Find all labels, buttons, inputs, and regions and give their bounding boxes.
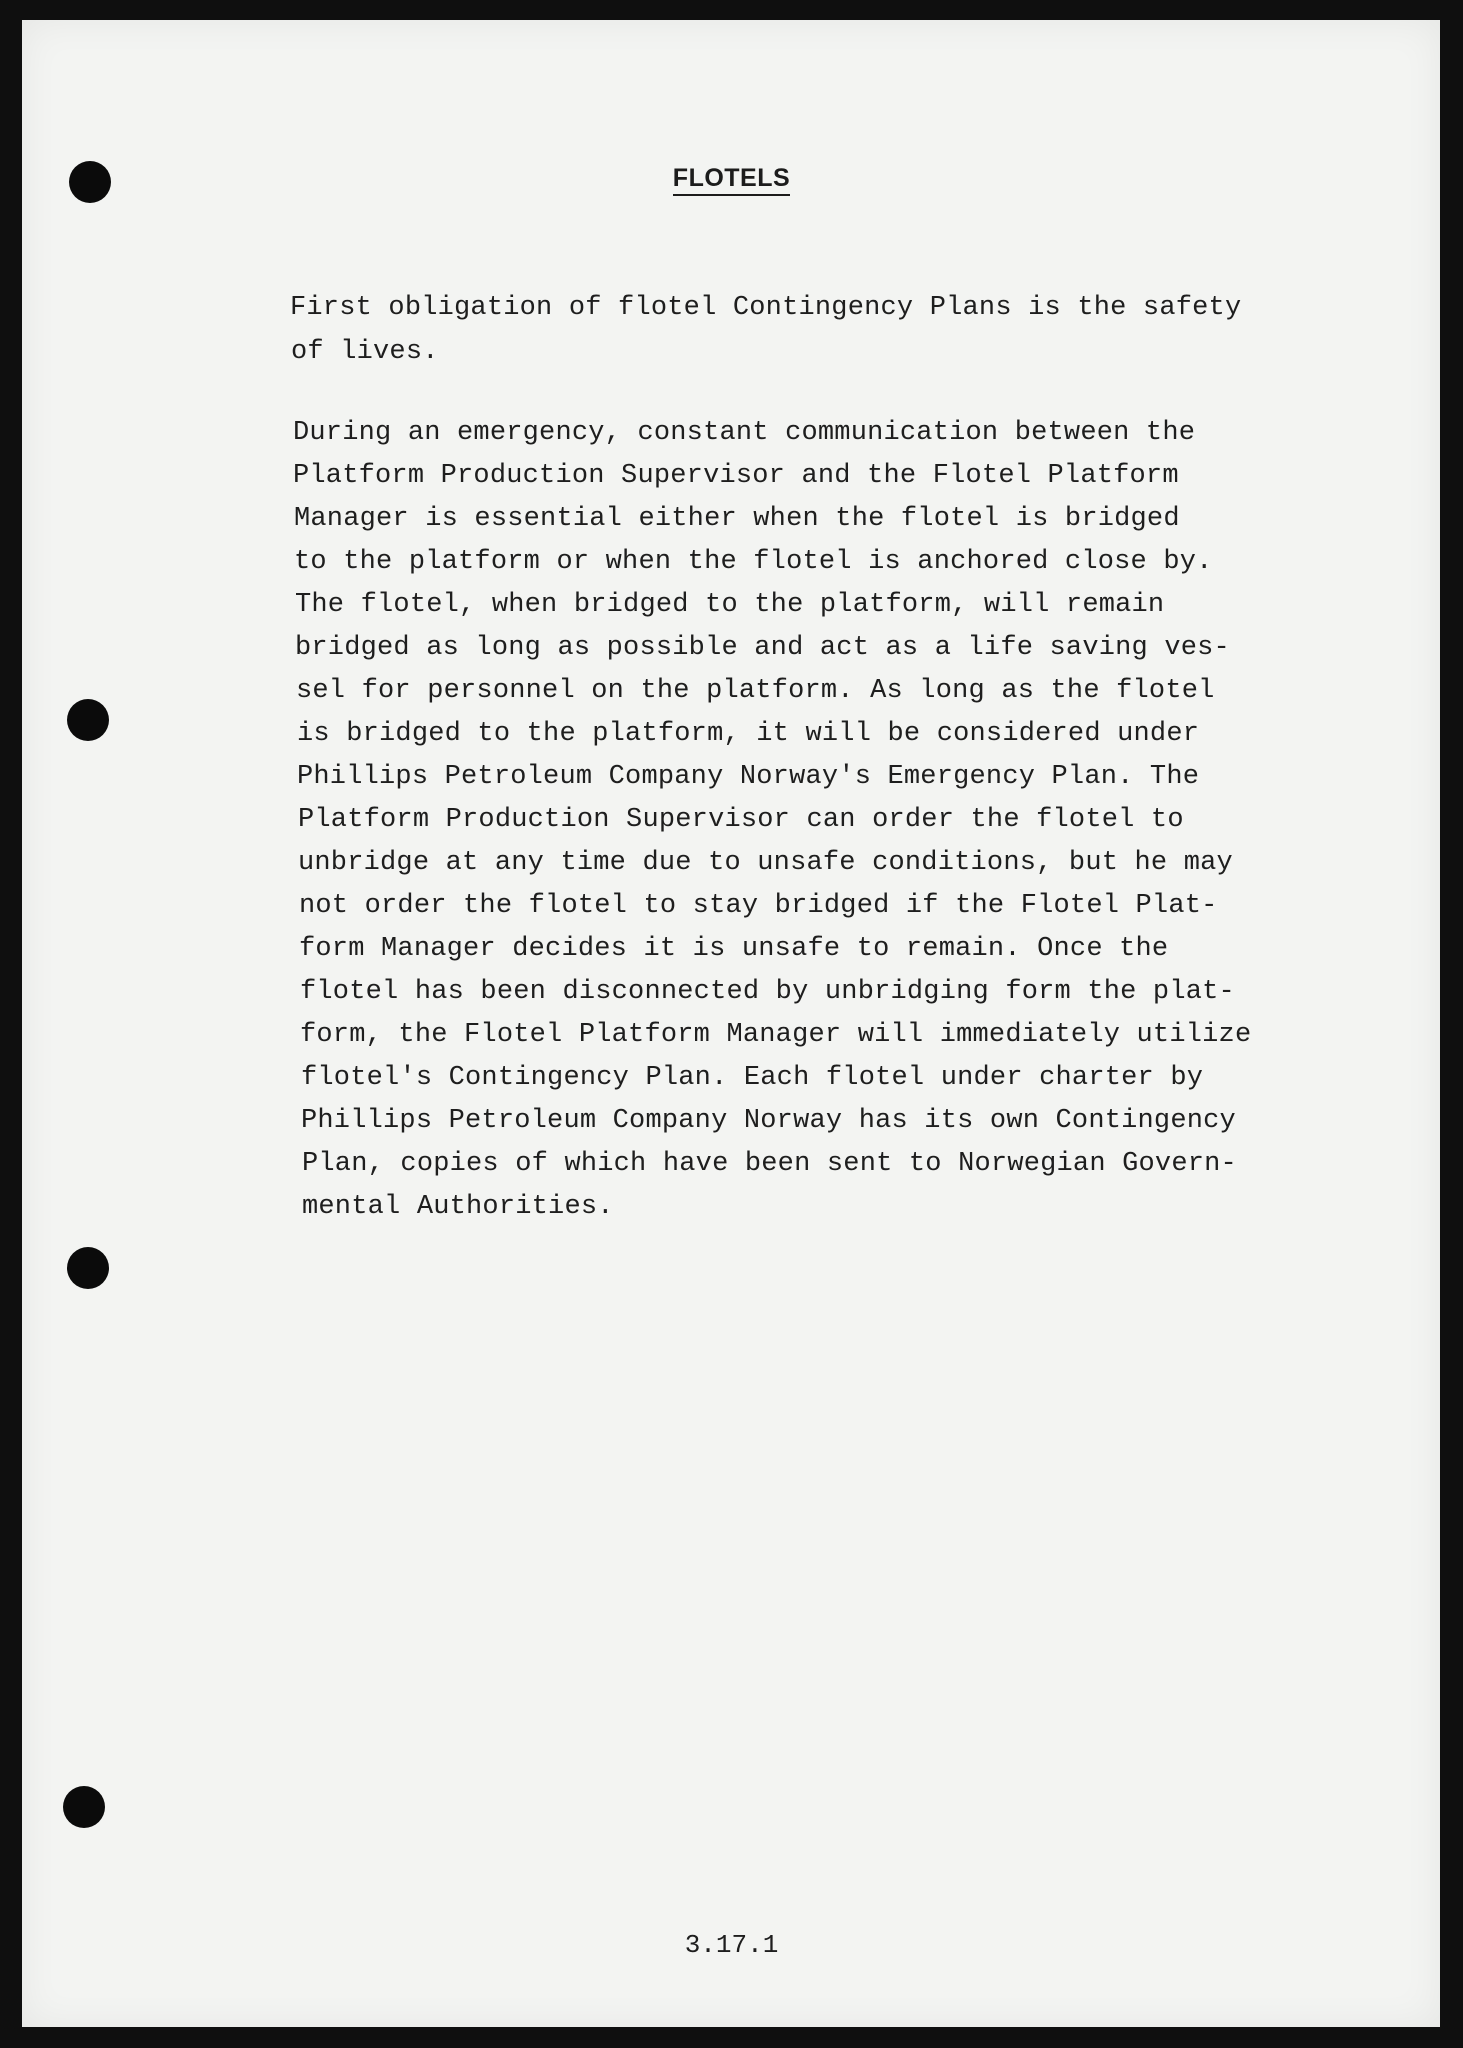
paragraph-2-line: Platform Production Supervisor can order the flotel to — [298, 805, 1184, 835]
paragraph-2-line: Plan, copies of which have been sent to Norwegian Govern- — [302, 1149, 1237, 1179]
paragraph-2-line: flotel's Contingency Plan. Each flotel under charter by — [301, 1063, 1204, 1093]
punch-hole — [67, 1247, 109, 1289]
paragraph-2-line: During an emergency, constant communication between the — [293, 418, 1196, 448]
paragraph-2-line: to the platform or when the flotel is anchored close by. — [294, 547, 1213, 577]
paragraph-2-line: mental Authorities. — [302, 1192, 614, 1222]
paragraph-2-line: bridged as long as possible and act as a life saving ves- — [295, 633, 1230, 663]
paragraph-2-line: The flotel, when bridged to the platform, will remain — [295, 590, 1165, 620]
punch-hole — [67, 699, 109, 741]
paragraph-2-line: sel for personnel on the platform. As long as the flotel — [296, 676, 1215, 706]
paragraph-2-line: form, the Flotel Platform Manager will immediately utilize — [300, 1020, 1252, 1050]
paragraph-1-line: First obligation of flotel Contingency Plans is the safety — [290, 293, 1242, 323]
page-number: 3.17.1 — [684, 1930, 779, 1960]
document-title-text: FLOTELS — [673, 164, 790, 196]
paragraph-2-line: Phillips Petroleum Company Norway has its own Contingency — [301, 1106, 1236, 1136]
paragraph-2-line: Manager is essential either when the flotel is bridged — [294, 504, 1180, 534]
paragraph-2-line: not order the flotel to stay bridged if the Flotel Plat- — [299, 891, 1218, 921]
paragraph-2-line: is bridged to the platform, it will be considered under — [297, 719, 1200, 749]
paragraph-1-line: of lives. — [291, 337, 439, 367]
paragraph-2-line: form Manager decides it is unsafe to remain. Once the — [299, 934, 1169, 964]
punch-hole — [63, 1786, 105, 1828]
paragraph-2-line: Platform Production Supervisor and the Flotel Platform — [293, 461, 1179, 491]
paragraph-2-line: Phillips Petroleum Company Norway's Emergency Plan. The — [297, 762, 1200, 792]
document-title — [0, 164, 1463, 193]
paragraph-2-line: unbridge at any time due to unsafe conditions, but he may — [298, 848, 1233, 878]
paragraph-2-line: flotel has been disconnected by unbridging form the plat- — [300, 977, 1235, 1007]
